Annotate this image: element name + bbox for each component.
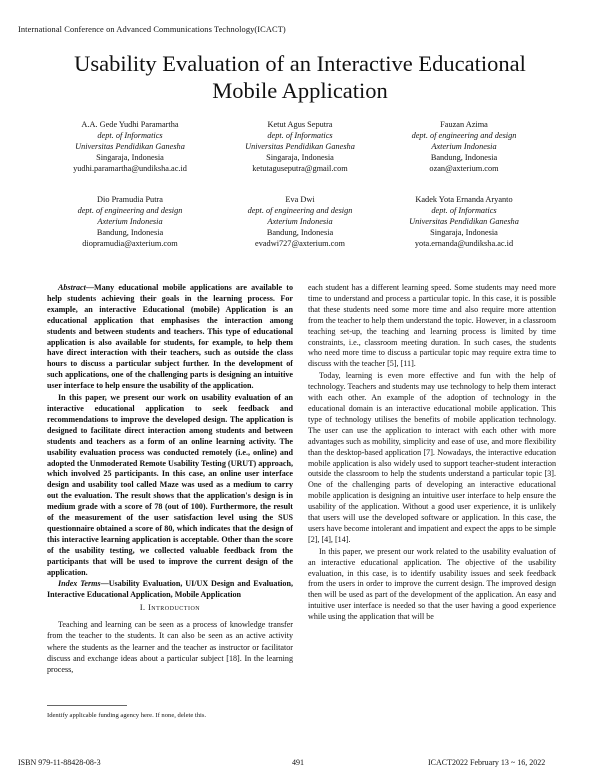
footer-page-number: 491 xyxy=(292,758,304,767)
author-email[interactable]: evadwi727@axterium.com xyxy=(255,239,345,248)
abstract-text-1: —Many educational mobile applications are available to help students achieving their goals in the learning process. For example, an interactive Educational (mobile) Application is an educational application that emphasises the interaction among students and between students and teachers. This type of educational application is also available for students, for example, to help them have direct interaction with their teachers, such as outside the class hours to discuss a particular subject further. In the development of such applications, one of the challenging parts is designing an intuitive user interface to help ensure the usability of the application. xyxy=(47,283,293,391)
author-org: Axterium Indonesia xyxy=(431,142,497,151)
index-terms-text: —Usability Evaluation, UI/UX Design and Evaluation, Interactive Educational Application, Mobile Application xyxy=(47,579,293,600)
author-dept: dept. of engineering and design xyxy=(247,206,353,215)
abstract-paragraph-2: In this paper, we present our work on usability evaluation of an interactive educational application to seek feedback and recommendations to improve the developed design. The application is designed to facilitate direct interaction among students and between students and teachers as a form of an online learning activity. The usability evaluation process was conducted remotely (i.e., online) and adopted the Unmoderated Remote Usability Testing (URUT) approach, which involved 25 participants. In this case, an online user interface design and usability tool called Maze was used as a medium to carry out the evaluation. The result shows that the application's design is in medium grade with a score of 78 (out of 100). Furthermore, the result of the measurement of the user satisfaction level using the SUS questionnaire obtained a score of 80, which indicates that the design of this interactive learning application is acceptable. Other than the score of the usability testing, we collected valuable feedback from the participants that will be used to improve the current design of the application. xyxy=(47,393,293,577)
abstract-label: Abstract xyxy=(58,283,86,292)
right-column xyxy=(308,283,556,624)
right-paragraph-2: Today, learning is even more effective and fun with the help of technology. Teachers and students may use technology to help them interact with each other. An example of the adoption of technology in the educational domain is an interactive educational mobile application. This type of technology utilises the benefits of mobile application technology. The user can use the application to interact with each other with more advantages such as mobility, simplicity and ease of use, and more flexibility than the desktop-based application [7]. Nowadays, the interactive education mobile application is also widely used to support teacher-student interaction outside the classroom to help the students understand a particular topic [3]. One of the challenging parts of developing an interactive educational mobile application is designing an intuitive user interface to help ensure the usability of the application. Without a good user experience, it is unlikely that users will use the developed software or application. In this case, the users have become intolerant and impatient and expect the apps to be simple [2], [4], [14]. xyxy=(308,371,556,544)
author-dept: dept. of Informatics xyxy=(431,206,497,215)
author-city: Singaraja, Indonesia xyxy=(96,153,164,162)
introduction-section xyxy=(47,602,293,675)
footer-isbn: ISBN 979-11-88428-08-3 xyxy=(18,758,101,767)
author-dept: dept. of engineering and design xyxy=(77,206,183,215)
author-name: Fauzan Azima xyxy=(440,120,488,129)
abstract-section xyxy=(47,283,293,602)
right-paragraph-1: each student has a different learning speed. Some students may need more time to understand and process a particular topic. In this case, it is possible that these students need some more time and also require more attention from the teacher to help them understand the topic. However, in a classroom teaching set-up, the teaching and learning process is limited by time constraints, i.e., classroom meeting duration. In such cases, the students who need more time to discuss a particular topic may require extra time to discuss with the teacher [5], [11]. xyxy=(308,283,556,369)
author-org: Universitas Pendidikan Ganesha xyxy=(75,142,185,151)
footer-conference: ICACT2022 February 13 ~ 16, 2022 xyxy=(428,758,546,767)
author-dept: dept. of Informatics xyxy=(97,131,163,140)
intro-paragraph-1: Teaching and learning can be seen as a process of knowledge transfer from the teacher to the students. It can also be seen as an active activity where the students as the learner and the teacher as instructor or facilitator discuss and exchange ideas about a particular subject [18]. In the learning process, xyxy=(47,620,293,675)
author-block xyxy=(364,194,564,249)
author-city: Bandung, Indonesia xyxy=(96,228,164,237)
index-terms xyxy=(47,579,293,601)
title-line-2: Mobile Application xyxy=(212,78,388,103)
abstract-paragraph-1 xyxy=(47,283,293,392)
author-email[interactable]: ketutaguseputra@gmail.com xyxy=(252,164,348,173)
title-line-1: Usability Evaluation of an Interactive Educational xyxy=(74,51,526,76)
author-name: Eva Dwi xyxy=(285,195,315,204)
author-name: Ketut Agus Seputra xyxy=(267,120,333,129)
author-org: Universitas Pendidikan Ganesha xyxy=(245,142,355,151)
author-email[interactable]: diopramudia@axterium.com xyxy=(82,239,178,248)
author-block xyxy=(364,119,564,174)
author-org: Axterium Indonesia xyxy=(267,217,333,226)
paper-title xyxy=(0,50,600,104)
author-name: Dio Pramudia Putra xyxy=(97,195,163,204)
footnote-divider xyxy=(47,705,127,706)
section-heading: I. Introduction xyxy=(139,603,201,612)
author-email[interactable]: yota.ernanda@undiksha.ac.id xyxy=(414,239,514,248)
footnote: Identify applicable funding agency here. If none, delete this. xyxy=(47,712,207,719)
author-email[interactable]: ozan@axterium.com xyxy=(429,164,499,173)
author-dept: dept. of engineering and design xyxy=(411,131,517,140)
author-org: Axterium Indonesia xyxy=(97,217,163,226)
author-city: Bandung, Indonesia xyxy=(430,153,498,162)
author-name: A.A. Gede Yudhi Paramartha xyxy=(81,120,179,129)
author-city: Singaraja, Indonesia xyxy=(430,228,498,237)
author-city: Singaraja, Indonesia xyxy=(266,153,334,162)
conference-header: International Conference on Advanced Communications Technology(ICACT) xyxy=(18,25,286,34)
author-email[interactable]: yudhi.paramartha@undiksha.ac.id xyxy=(73,164,187,173)
author-name: Kadek Yota Ernanda Aryanto xyxy=(415,195,513,204)
index-terms-label: Index Terms xyxy=(58,579,101,589)
author-city: Bandung, Indonesia xyxy=(266,228,334,237)
author-dept: dept. of Informatics xyxy=(267,131,333,140)
author-org: Universitas Pendidikan Ganesha xyxy=(409,217,519,226)
right-paragraph-3: In this paper, we present our work related to the usability evaluation of an interactive educational application. The objective of the usability evaluation, in this case, is to identify usability issues and seek feedback from the users in order to improve the current design. The improved design then will be used as part of the development of the application. An easy and intuitive user interface is needed so that the user having a good experience while using the application that will be xyxy=(308,546,556,622)
